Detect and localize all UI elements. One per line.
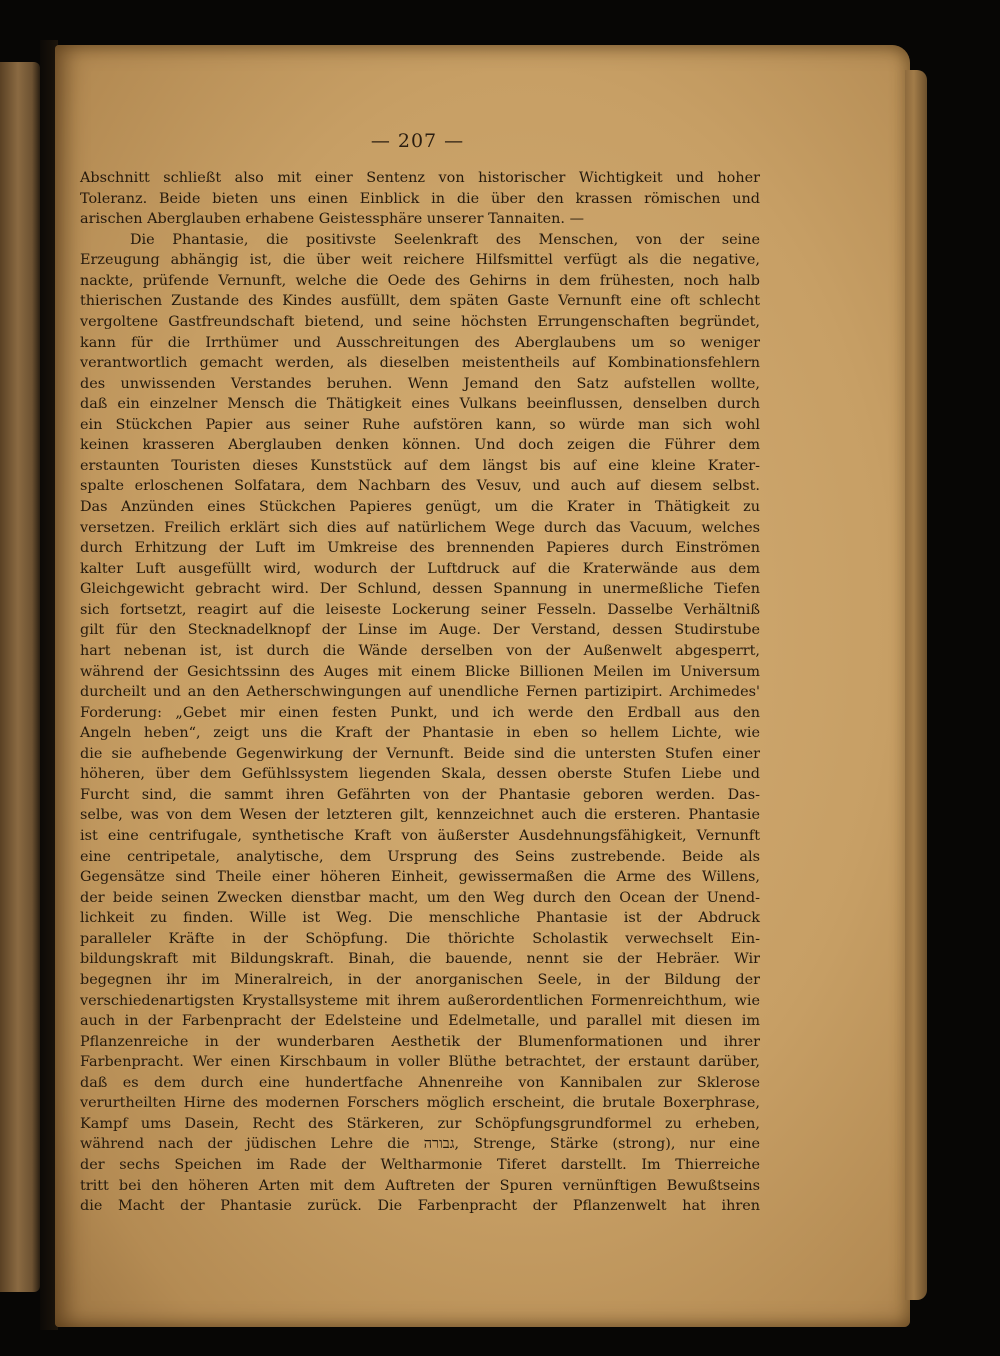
text-line: kann für die Irrthümer und Ausschreitungen des Aberglaubens um so weniger <box>80 334 760 351</box>
text-line: auch in der Farbenpracht der Edelsteine und Edelmetalle, und parallel mit diesen im <box>80 1013 760 1030</box>
text-line: lichkeit zu finden. Wille ist Weg. Die menschliche Phantasie ist der Abdruck <box>80 910 760 927</box>
text-line: Toleranz. Beide bieten uns einen Einblick in die über den krassen römischen und <box>80 190 760 207</box>
text-line: selbe, was von dem Wesen der letzteren gilt, kennzeichnet auch die ersteren. Phantasie <box>80 807 760 824</box>
text-line: Abschnitt schließt also mit einer Sentenz von historischer Wichtigkeit und hoher <box>80 170 760 186</box>
text-line: während nach der jüdischen Lehre die גבורה, Strenge, Stärke (strong), nur eine <box>80 1136 760 1153</box>
page-number: — 207 — <box>370 130 465 152</box>
text-line: nackte, prüfende Vernunft, welche die Oede des Gehirns in dem frühesten, noch halb <box>80 272 760 289</box>
text-line: keinen krasseren Aberglauben denken können. Und doch zeigen die Führer dem <box>80 437 760 454</box>
text-line: des unwissenden Verstandes beruhen. Wenn Jemand den Satz aufstellen wollte, <box>80 375 760 392</box>
text-line: vergoltene Gastfreundschaft bietend, und seine höchsten Errungenschaften begründet, <box>80 313 760 330</box>
text-line: Furcht sind, die sammt ihren Gefährten von der Phantasie geboren werden. Das- <box>80 786 760 803</box>
text-line: Die Phantasie, die positivste Seelenkraft des Menschen, von der seine <box>130 231 760 248</box>
text-line: ist eine centrifugale, synthetische Kraft von äußerster Ausdehnungsfähigkeit, Vernunft <box>80 828 760 844</box>
text-line: eine centripetale, analytische, dem Ursprung des Seins zustrebende. Beide als <box>80 848 760 865</box>
text-line: thierischen Zustande des Kindes ausfüllt, dem späten Gaste Vernunft eine oft schlecht <box>80 293 760 310</box>
text-line: durch Erhitzung der Luft im Umkreise des brennenden Papieres durch Einströmen <box>80 540 760 557</box>
text-line: arischen Aberglauben erhabene Geistessphäre unserer Tannaiten. — <box>80 211 584 228</box>
text-line: sich fortsetzt, reagirt auf die leiseste Lockerung seiner Fesseln. Dasselbe Verhältniß <box>80 601 760 618</box>
text-line: verschiedenartigsten Krystallsysteme mit ihrem außerordentlichen Formenreichthum, wie <box>80 992 760 1009</box>
text-line: daß es dem durch eine hundertfache Ahnenreihe von Kannibalen zur Sklerose <box>80 1074 760 1091</box>
text-line: höheren, über dem Gefühlssystem liegenden Skala, dessen oberste Stufen Liebe und <box>80 766 760 783</box>
text-line: paralleler Kräfte in der Schöpfung. Die thörichte Scholastik verwechselt Ein- <box>80 930 760 947</box>
text-line: Das Anzünden eines Stückchen Papieres genügt, um die Krater in Thätigkeit zu <box>80 499 760 515</box>
text-line: kalter Luft ausgefüllt wird, wodurch der Luftdruck auf die Kraterwände aus dem <box>80 560 760 577</box>
text-line: Erzeugung abhängig ist, die über weit reichere Hilfsmittel verfügt als die negative, <box>80 252 760 269</box>
page-fore-edge <box>905 70 927 1300</box>
text-line: Angeln heben“, zeigt uns die Kraft der Phantasie in eben so hellem Lichte, wie <box>80 725 760 742</box>
text-line: der sechs Speichen im Rade der Weltharmonie Tiferet darstellt. Im Thierreiche <box>80 1157 760 1173</box>
text-line: gilt für den Stecknadelknopf der Linse im Auge. Der Verstand, dessen Studirstube <box>80 622 760 639</box>
body-text <box>80 168 760 1217</box>
text-line: Pflanzenreiche in der wunderbaren Aesthetik der Blumenformationen und ihrer <box>80 1033 760 1050</box>
text-line: hart nebenan ist, ist durch die Wände derselben von der Außenwelt abgesperrt, <box>80 642 760 659</box>
text-line: während der Gesichtssinn des Auges mit einem Blicke Billionen Meilen im Universum <box>80 663 760 680</box>
text-line: die Macht der Phantasie zurück. Die Farbenpracht der Pflanzenwelt hat ihren <box>80 1198 760 1215</box>
text-line: der beide seinen Zwecken dienstbar macht, um den Weg durch den Ocean der Unend- <box>80 889 760 906</box>
text-line: durcheilt und an den Aetherschwingungen auf unendliche Fernen partizipirt. Archimedes' <box>80 684 760 701</box>
text-line: spalte erloschenen Solfatara, dem Nachbarn des Vesuv, und auch auf diesem selbst. <box>80 478 760 495</box>
text-line: die sie aufhebende Gegenwirkung der Vernunft. Beide sind die untersten Stufen einer <box>80 745 760 762</box>
text-line: erstaunten Touristen dieses Kunststück auf dem längst bis auf eine kleine Krater- <box>80 457 760 474</box>
text-line: daß ein einzelner Mensch die Thätigkeit eines Vulkans beeinflussen, denselben durch <box>80 396 760 413</box>
text-line: versetzen. Freilich erklärt sich dies auf natürlichem Wege durch das Vacuum, welches <box>80 519 760 536</box>
text-line: Farbenpracht. Wer einen Kirschbaum in voller Blüthe betrachtet, der erstaunt darüber, <box>80 1054 760 1071</box>
text-line: Gleichgewicht gebracht wird. Der Schlund, dessen Spannung in unermeßliche Tiefen <box>80 581 760 598</box>
facing-page-edge <box>0 62 40 1292</box>
text-line: Forderung: „Gebet mir einen festen Punkt, und ich werde den Erdball aus den <box>80 704 760 721</box>
text-line: verurtheilten Hirne des modernen Forschers möglich erscheint, die brutale Boxerphrase, <box>80 1095 760 1112</box>
text-line: Kampf ums Dasein, Recht des Stärkeren, zur Schöpfungsgrundformel zu erheben, <box>80 1115 760 1132</box>
text-line: ein Stückchen Papier aus seiner Ruhe aufstören kann, so würde man sich wohl <box>80 416 760 433</box>
text-line: tritt bei den höheren Arten mit dem Auftreten der Spuren vernünftigen Bewußtseins <box>80 1177 760 1194</box>
text-line: verantwortlich gemacht werden, als dieselben meistentheils auf Kombinationsfehlern <box>80 355 760 372</box>
text-line: begegnen ihr im Mineralreich, in der anorganischen Seele, in der Bildung der <box>80 971 760 988</box>
text-line: Gegensätze sind Theile einer höheren Einheit, gewissermaßen die Arme des Willens, <box>80 869 760 886</box>
text-line: bildungskraft mit Bildungskraft. Binah, die bauende, nennt sie der Hebräer. Wir <box>80 951 760 968</box>
